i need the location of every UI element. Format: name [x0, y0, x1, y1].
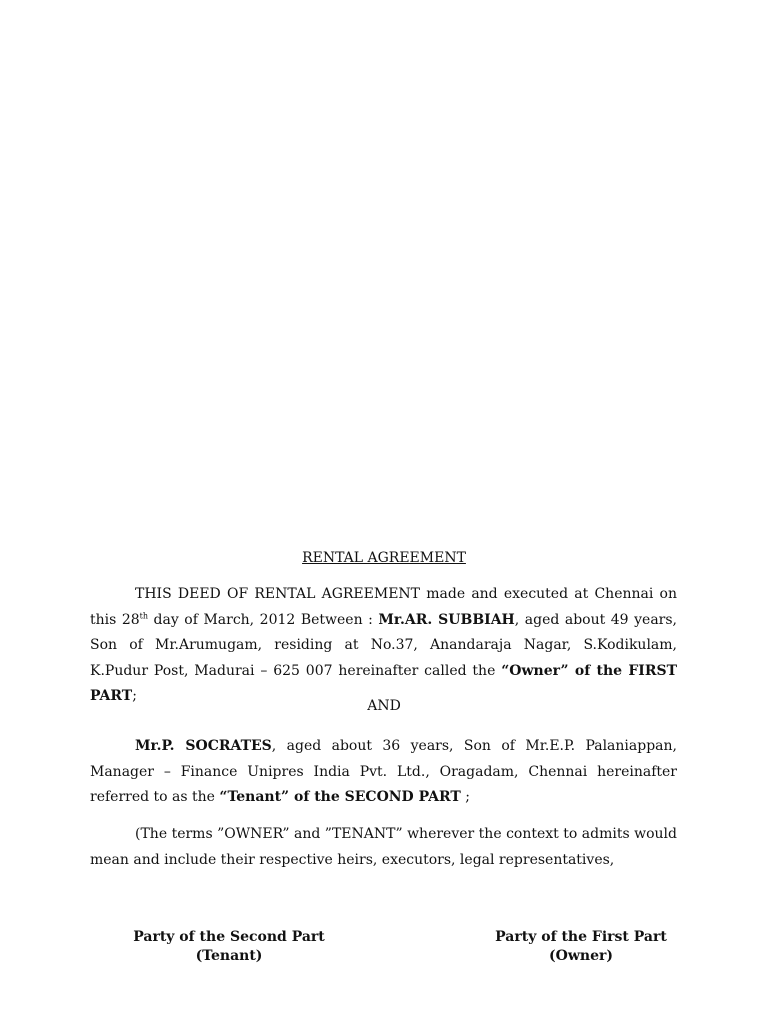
signature-owner-line1: Party of the First Part: [495, 929, 667, 945]
tenant-name: Mr.P. SOCRATES: [135, 738, 272, 754]
p3-text: (The terms ”OWNER” and ”TENANT” wherever the context to admits would mean and include their respective heirs, executors, legal representatives,: [90, 826, 677, 868]
owner-name: Mr.AR. SUBBIAH: [378, 611, 515, 628]
signature-tenant: [126, 928, 332, 966]
p1-text-2: day of March, 2012 Between :: [148, 611, 379, 628]
and-separator: AND: [367, 698, 401, 714]
p1-text-4: ;: [132, 688, 137, 704]
signature-tenant-line2: (Tenant): [195, 948, 263, 964]
p1-text-1: THIS DEED OF RENTAL AGREEMENT made and executed at Chennai on this 28: [90, 586, 677, 628]
owner-role: “Owner” of the FIRST PART: [90, 662, 678, 704]
document-title: RENTAL AGREEMENT: [302, 550, 466, 566]
ordinal-suffix: th: [139, 610, 149, 620]
paragraph-parties-owner: [90, 582, 677, 710]
signature-owner-line2: (Owner): [549, 948, 613, 964]
p2-text-1: , aged about 36 years, Son of Mr.E.P. Palaniappan, Manager – Finance Unipres India Pvt. Ltd., Oragadam, Chennai hereinafter referred to as the: [90, 738, 677, 805]
signature-tenant-line1: Party of the Second Part: [133, 929, 325, 945]
paragraph-terms: [90, 822, 677, 873]
tenant-role: “Tenant” of the SECOND PART: [219, 789, 461, 805]
p1-text-3: , aged about 49 years, Son of Mr.Arumugam, residing at No.37, Anandaraja Nagar, S.Kodikulam, K.Pudur Post, Madurai – 625 007 hereinafter called the: [90, 611, 677, 679]
signature-owner: [483, 928, 679, 966]
p2-text-2: ;: [460, 789, 470, 805]
paragraph-parties-tenant: [90, 734, 677, 811]
